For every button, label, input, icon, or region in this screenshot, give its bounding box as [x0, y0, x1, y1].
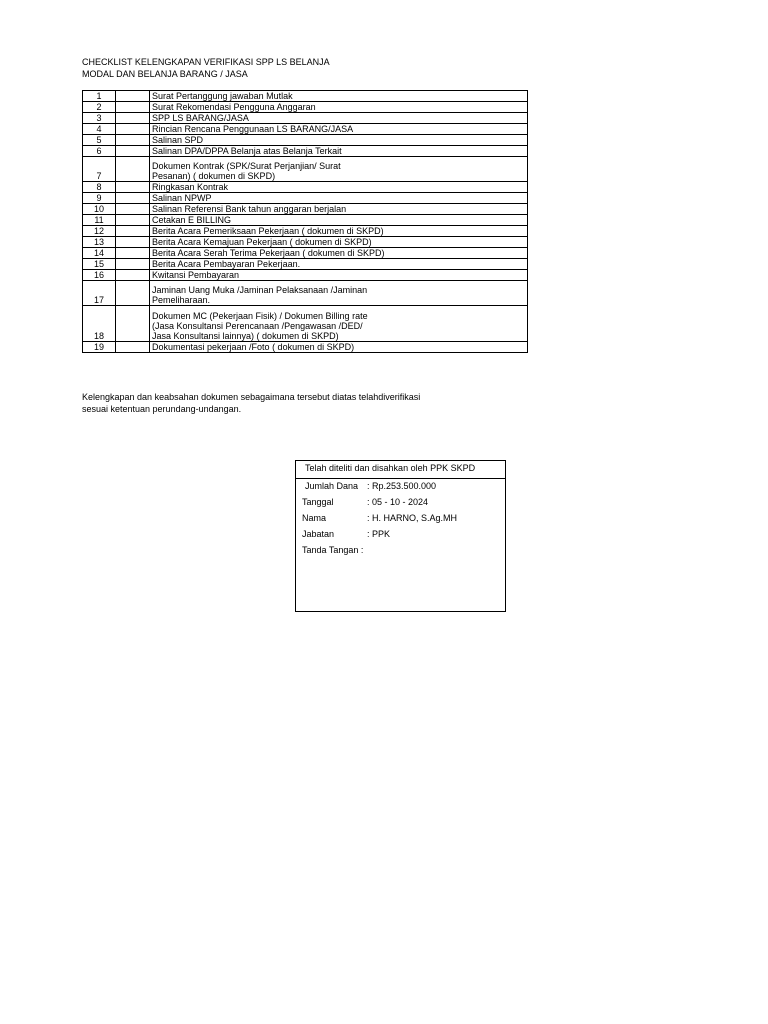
tanda-tangan-row — [302, 545, 363, 556]
row-number: 3 — [83, 113, 116, 124]
row-number: 6 — [83, 146, 116, 157]
document-item — [150, 237, 528, 248]
document-item — [150, 146, 528, 157]
row-number: 1 — [83, 91, 116, 102]
document-item-text: Ringkasan Kontrak — [152, 182, 229, 192]
row-number: 2 — [83, 102, 116, 113]
checklist-row — [83, 157, 528, 182]
document-item-text: Berita Acara Pemeriksaan Pekerjaan ( dokumen di SKPD) — [152, 226, 384, 236]
row-number: 14 — [83, 248, 116, 259]
checklist-table — [82, 90, 528, 353]
document-item-text: Dokumen Kontrak (SPK/Surat Perjanjian/ Surat Pesanan) ( dokumen di SKPD) — [152, 161, 341, 181]
document-item-text: SPP LS BARANG/JASA — [152, 113, 249, 123]
tanggal-value: : 05 - 10 - 2024 — [367, 497, 429, 507]
document-title — [82, 56, 330, 80]
check-cell — [116, 135, 150, 146]
document-item — [150, 215, 528, 226]
row-number: 7 — [83, 157, 116, 182]
jumlah-dana-label: Jumlah Dana — [305, 481, 359, 491]
document-item — [150, 270, 528, 281]
checklist-row — [83, 124, 528, 135]
check-cell — [116, 124, 150, 135]
document-item-text: Salinan SPD — [152, 135, 204, 145]
document-item-text: Salinan DPA/DPPA Belanja atas Belanja Terkait — [152, 146, 342, 156]
check-cell — [116, 248, 150, 259]
jabatan-row — [302, 529, 390, 540]
check-cell — [116, 281, 150, 306]
approval-box — [295, 460, 506, 612]
jabatan-value: : PPK — [367, 529, 391, 539]
document-item-text: Surat Rekomendasi Pengguna Anggaran — [152, 102, 316, 112]
document-item-text: Dokumen MC (Pekerjaan Fisik) / Dokumen Billing rate (Jasa Konsultansi Perencanaan /Pengawasan /DED/ Jasa Konsultansi lainnya) ( dokumen di SKPD) — [152, 311, 368, 341]
row-number: 5 — [83, 135, 116, 146]
row-number: 10 — [83, 204, 116, 215]
check-cell — [116, 157, 150, 182]
document-item — [150, 204, 528, 215]
document-item — [150, 281, 528, 306]
document-item-text: Berita Acara Serah Terima Pekerjaan ( dokumen di SKPD) — [152, 248, 385, 258]
nama-row — [302, 513, 457, 524]
check-cell — [116, 237, 150, 248]
document-item-text: Kwitansi Pembayaran — [152, 270, 240, 280]
check-cell — [116, 182, 150, 193]
row-number: 9 — [83, 193, 116, 204]
row-number: 16 — [83, 270, 116, 281]
nama-label: Nama — [302, 513, 327, 523]
document-item-text: Salinan NPWP — [152, 193, 212, 203]
document-item — [150, 113, 528, 124]
document-item — [150, 259, 528, 270]
document-item — [150, 226, 528, 237]
checklist-row — [83, 102, 528, 113]
document-item — [150, 124, 528, 135]
checklist-row — [83, 342, 528, 353]
jabatan-label: Jabatan — [302, 529, 335, 539]
note-line-1: Kelengkapan dan keabsahan dokumen sebagaimana tersebut diatas telahdiverifikasi — [82, 392, 421, 402]
check-cell — [116, 193, 150, 204]
check-cell — [116, 146, 150, 157]
row-number: 18 — [83, 306, 116, 342]
document-item-text: Cetakan E BILLING — [152, 215, 232, 225]
checklist-row — [83, 146, 528, 157]
check-cell — [116, 306, 150, 342]
check-cell — [116, 204, 150, 215]
row-number: 19 — [83, 342, 116, 353]
document-item-text: Rincian Rencana Penggunaan LS BARANG/JASA — [152, 124, 354, 134]
document-item-text: Dokumentasi pekerjaan /Foto ( dokumen di SKPD) — [152, 342, 355, 352]
checklist-row — [83, 193, 528, 204]
approval-header: Telah diteliti dan disahkan oleh PPK SKPD — [296, 461, 505, 479]
check-cell — [116, 91, 150, 102]
jumlah-dana-row — [305, 481, 436, 492]
document-item-text: Berita Acara Kemajuan Pekerjaan ( dokumen di SKPD) — [152, 237, 372, 247]
document-item — [150, 182, 528, 193]
tanggal-label: Tanggal — [302, 497, 334, 507]
checklist-row — [83, 237, 528, 248]
check-cell — [116, 113, 150, 124]
check-cell — [116, 259, 150, 270]
note-line-2: sesuai ketentuan perundang-undangan. — [82, 404, 242, 414]
check-cell — [116, 270, 150, 281]
document-item — [150, 193, 528, 204]
document-item — [150, 342, 528, 353]
title-line-2: MODAL DAN BELANJA BARANG / JASA — [82, 69, 248, 79]
document-item — [150, 102, 528, 113]
check-cell — [116, 226, 150, 237]
row-number: 17 — [83, 281, 116, 306]
document-item — [150, 157, 528, 182]
document-item-text: Berita Acara Pembayaran Pekerjaan. — [152, 259, 301, 269]
title-line-1: CHECKLIST KELENGKAPAN VERIFIKASI SPP LS BELANJA — [82, 57, 330, 67]
checklist-row — [83, 259, 528, 270]
row-number: 11 — [83, 215, 116, 226]
row-number: 13 — [83, 237, 116, 248]
checklist-row — [83, 270, 528, 281]
checklist-row — [83, 281, 528, 306]
row-number: 12 — [83, 226, 116, 237]
document-item — [150, 306, 528, 342]
tanda-tangan-label: Tanda Tangan : — [302, 545, 364, 555]
document-item — [150, 91, 528, 102]
row-number: 8 — [83, 182, 116, 193]
document-item-text: Jaminan Uang Muka /Jaminan Pelaksanaan /Jaminan Pemeliharaan. — [152, 285, 368, 305]
checklist-row — [83, 182, 528, 193]
checklist-row — [83, 204, 528, 215]
document-item-text: Surat Pertanggung jawaban Mutlak — [152, 91, 293, 101]
checklist-row — [83, 215, 528, 226]
row-number: 4 — [83, 124, 116, 135]
checklist-row — [83, 113, 528, 124]
checklist-row — [83, 135, 528, 146]
check-cell — [116, 215, 150, 226]
jumlah-dana-value: : Rp.253.500.000 — [367, 481, 437, 491]
document-item — [150, 135, 528, 146]
row-number: 15 — [83, 259, 116, 270]
checklist-row — [83, 91, 528, 102]
nama-value: : H. HARNO, S.Ag.MH — [367, 513, 458, 523]
document-item-text: Salinan Referensi Bank tahun anggaran berjalan — [152, 204, 347, 214]
checklist-row — [83, 226, 528, 237]
verification-note — [82, 391, 420, 415]
document-item — [150, 248, 528, 259]
checklist-row — [83, 248, 528, 259]
tanggal-row — [302, 497, 428, 508]
check-cell — [116, 102, 150, 113]
checklist-row — [83, 306, 528, 342]
check-cell — [116, 342, 150, 353]
